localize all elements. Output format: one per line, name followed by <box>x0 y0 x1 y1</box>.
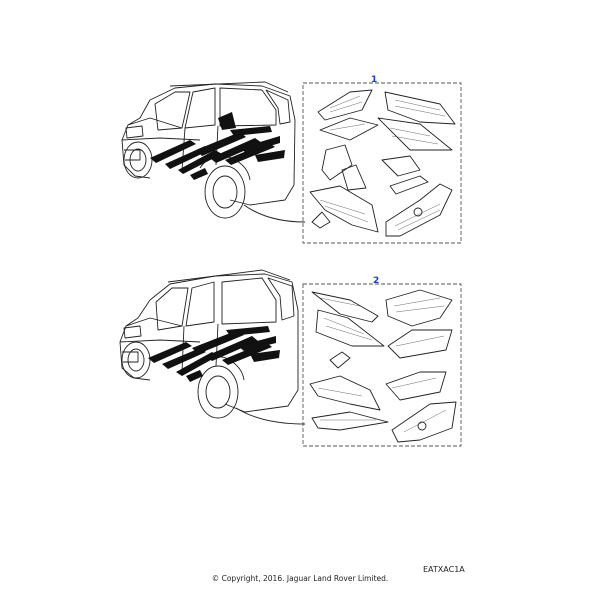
lower-zebra-decal <box>148 326 280 382</box>
decal-piece <box>386 290 452 326</box>
callout-item-2: 2 <box>373 276 380 286</box>
decal-piece <box>390 176 428 194</box>
decal-piece <box>312 412 388 430</box>
decal-piece <box>322 145 352 180</box>
copyright-notice: © Copyright, 2016. Jaguar Land Rover Limited. <box>211 574 389 583</box>
decal-piece <box>386 184 452 236</box>
decal-piece <box>382 156 420 176</box>
decal-piece <box>392 402 456 442</box>
reference-code: EATXAC1A <box>423 565 465 574</box>
decal-piece <box>386 372 446 400</box>
decal-piece <box>342 165 366 190</box>
decal-piece <box>388 330 452 358</box>
decal-piece <box>316 310 384 346</box>
lower-parts-panel <box>303 284 461 446</box>
callout-item-1: 1 <box>371 75 378 85</box>
upper-parts-panel <box>303 83 461 243</box>
decal-piece <box>385 92 455 124</box>
decal-piece <box>310 186 378 232</box>
decal-piece <box>320 118 378 140</box>
upper-zebra-decal <box>150 112 285 180</box>
decal-piece <box>318 90 372 120</box>
decal-piece <box>330 352 350 368</box>
decal-piece <box>312 212 330 228</box>
